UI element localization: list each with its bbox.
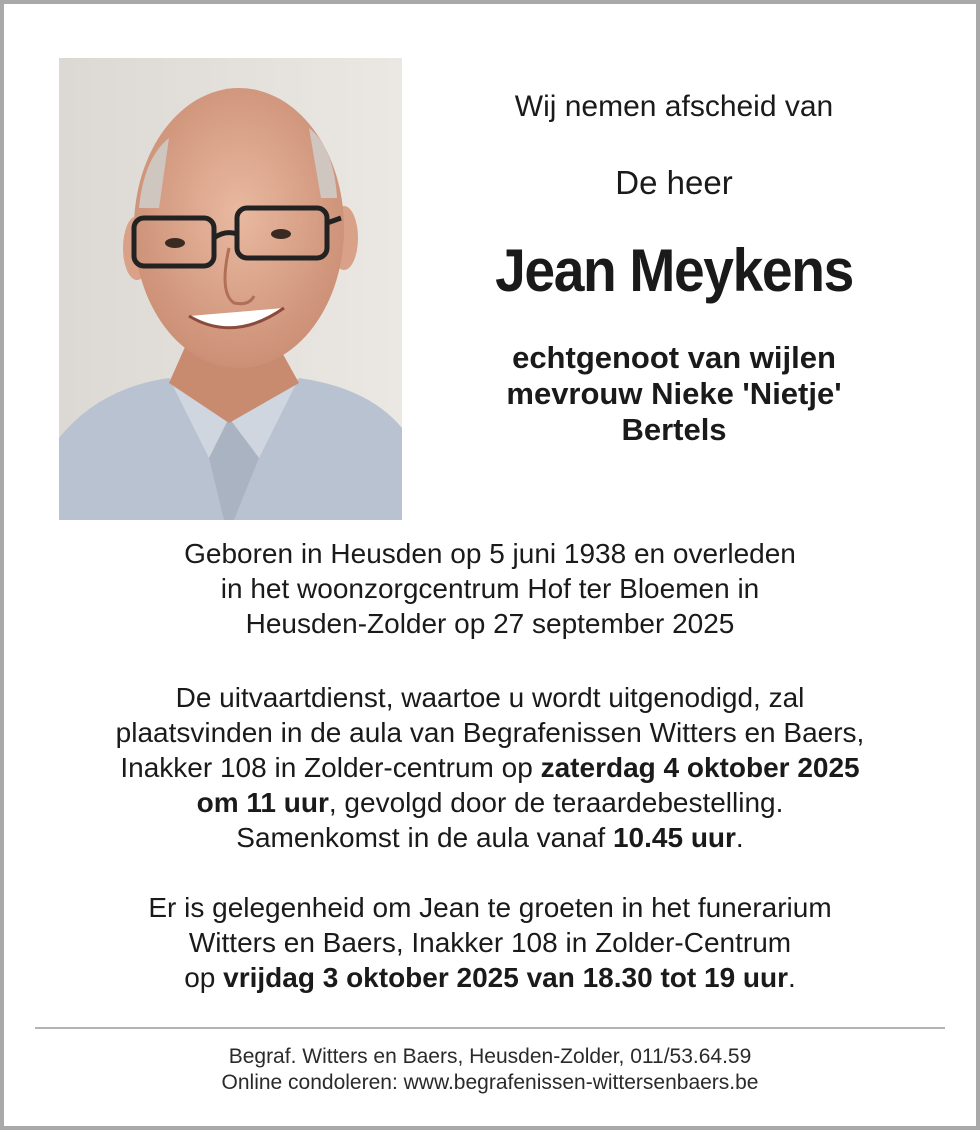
spouse-line: echtgenoot van wijlen: [512, 340, 836, 375]
visit-prefix: op: [184, 962, 224, 993]
service-line: [24, 785, 956, 820]
service-line: [24, 750, 956, 785]
funeral-home-contact: Begraf. Witters en Baers, Heusden-Zolder, 011/53.64.59: [228, 1045, 752, 1068]
birth-line: in het woonzorgcentrum Hof ter Bloemen in: [220, 573, 760, 604]
visit-line: Witters en Baers, Inakker 108 in Zolder-Centrum: [188, 927, 792, 958]
birth-line: Geboren in Heusden op 5 juni 1938 en overleden: [184, 538, 796, 569]
deceased-name: Jean Meykens: [495, 237, 853, 304]
service-date: zaterdag 4 oktober 2025: [540, 752, 860, 783]
gathering-period: .: [735, 822, 744, 853]
visit-datetime: vrijdag 3 oktober 2025 van 18.30 tot 19 uur: [223, 962, 789, 993]
footer: [24, 1044, 956, 1096]
salutation: De heer: [615, 164, 733, 201]
service-burial-note: , gevolgd door de teraardebestelling.: [328, 787, 784, 818]
spouse-line: mevrouw Nieke 'Nietje': [506, 376, 842, 411]
spouse-info: [444, 340, 904, 448]
service-line: De uitvaartdienst, waartoe u wordt uitgenodigd, zal: [175, 682, 805, 713]
visit-period: .: [788, 962, 796, 993]
service-time: om 11 uur: [196, 787, 329, 818]
visit-line: Er is gelegenheid om Jean te groeten in het funerarium: [148, 892, 832, 923]
visitation-paragraph: [24, 890, 956, 995]
footer-divider: [35, 1027, 945, 1029]
intro-text: Wij nemen afscheid van: [514, 90, 834, 123]
gathering-time: 10.45 uur: [612, 822, 736, 853]
birth-line: Heusden-Zolder op 27 september 2025: [245, 608, 735, 639]
service-address: Inakker 108 in Zolder-centrum op: [120, 752, 541, 783]
service-line: plaatsvinden in de aula van Begrafenissen Witters en Baers,: [115, 717, 865, 748]
spouse-line: Bertels: [621, 412, 727, 447]
birth-death-paragraph: [24, 536, 956, 641]
portrait-photo: [59, 58, 402, 520]
funeral-service-paragraph: [24, 680, 956, 855]
service-line: [24, 820, 956, 855]
visit-line: [24, 960, 956, 995]
online-condolence-link[interactable]: Online condoleren: www.begrafenissen-wittersenbaers.be: [221, 1071, 759, 1094]
portrait-illustration: [59, 58, 402, 520]
gathering-text: Samenkomst in de aula vanaf: [236, 822, 613, 853]
